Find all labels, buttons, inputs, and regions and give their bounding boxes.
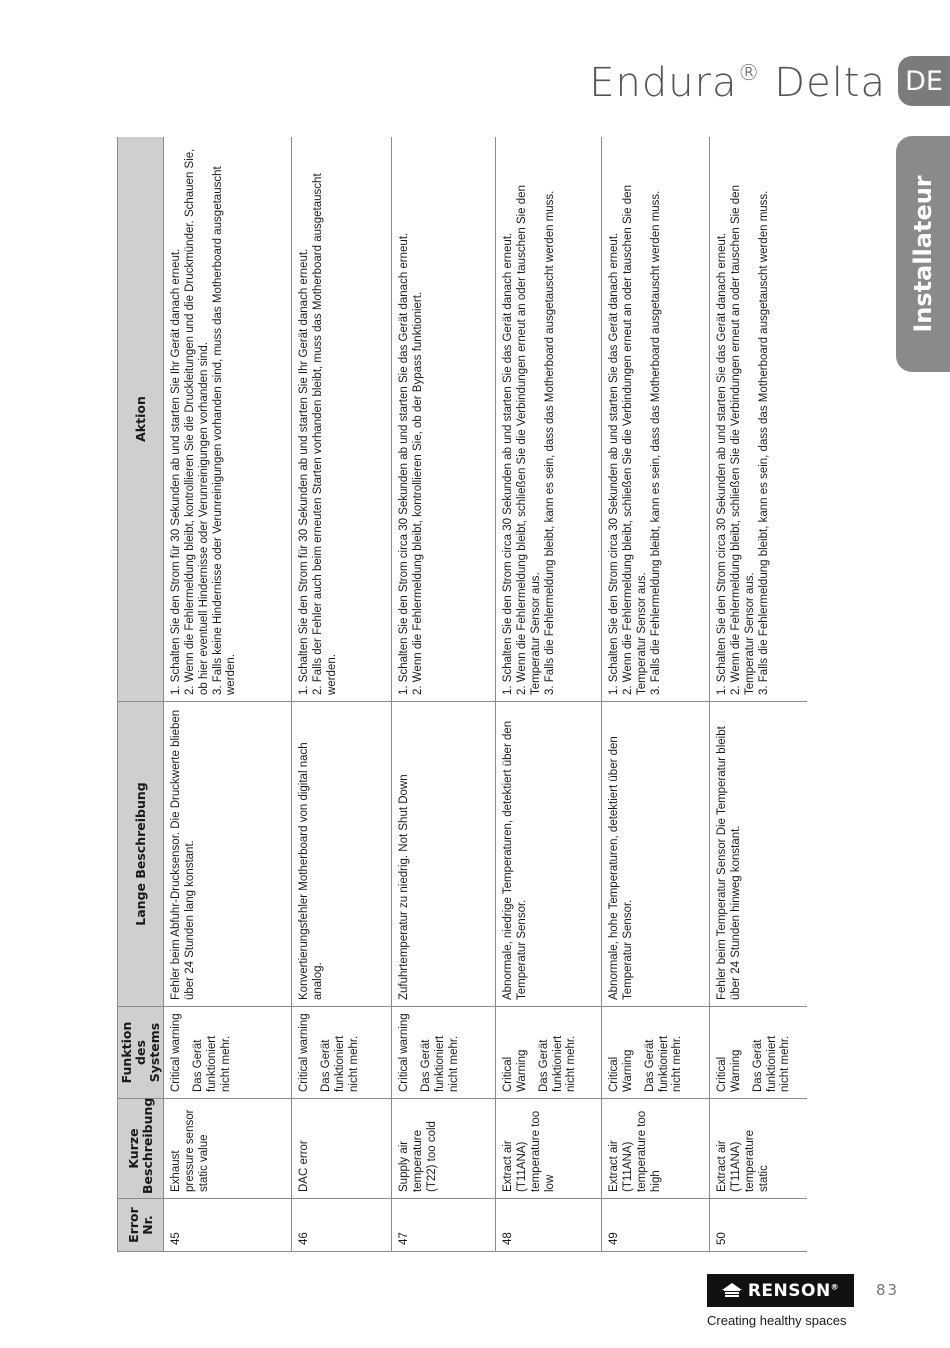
- long-description: Konvertierungsfehler Motherboard von digital nach analog.: [292, 702, 392, 1007]
- document-title: [589, 60, 886, 106]
- short-description: Exhaust pressure sensor static value: [164, 1099, 292, 1199]
- section-tab-installateur: [896, 136, 950, 372]
- function-warning: Critical warning: [170, 1013, 183, 1092]
- short-description: Supply air temperature (T22) too cold: [392, 1099, 496, 1199]
- header-error-nr: Error Nr.: [118, 1199, 164, 1252]
- error-nr: 50: [710, 1199, 807, 1252]
- system-function: [496, 1007, 602, 1099]
- action-step: 2. Wenn die Fehlermeldung bleibt, kontrollieren Sie, ob der Bypass funktioniert.: [412, 291, 425, 695]
- function-warning: Critical Warning: [502, 1049, 529, 1092]
- error-nr: 46: [292, 1199, 392, 1252]
- language-badge-label: DE: [905, 65, 943, 97]
- language-badge: [898, 56, 950, 106]
- function-state: Das Gerät funktioniert nicht mehr.: [537, 1035, 578, 1092]
- action: [710, 137, 807, 702]
- logo-registered-mark: ®: [830, 1281, 840, 1291]
- registered-mark: ®: [737, 61, 761, 86]
- function-warning: Critical Warning: [608, 1049, 635, 1092]
- action-step: 2. Wenn die Fehlermeldung bleibt, schließen Sie die Verbindungen erneut an oder tauschen Sie den Temperatur Sensor aus.: [516, 185, 542, 695]
- action-step: 2. Falls der Fehler auch beim erneuten Starten vorhanden bleibt, muss das Motherboard ausgetauscht werden.: [312, 173, 338, 695]
- brand-tagline: Creating healthy spaces: [707, 1313, 847, 1328]
- logo-wordmark: [748, 1281, 839, 1301]
- action-step: 1. Schalten Sie den Strom circa 30 Sekunden ab und starten Sie das Gerät danach erneut.: [502, 232, 515, 695]
- long-description: Fehler beim Abfuhr-Drucksensor. Die Druckwerte blieben über 24 Stunden lang konstant.: [164, 702, 292, 1007]
- page-number: 83: [876, 1281, 900, 1299]
- action-step: 1. Schalten Sie den Strom für 30 Sekunden ab und starten Sie Ihr Gerät danach erneut.: [170, 248, 183, 695]
- action-step: 1. Schalten Sie den Strom für 30 Sekunden ab und starten Sie Ihr Gerät danach erneut.: [298, 248, 311, 695]
- system-function: [292, 1007, 392, 1099]
- logo-text: RENSON: [747, 1280, 831, 1301]
- function-warning: Critical warning: [298, 1013, 311, 1092]
- error-nr: 48: [496, 1199, 602, 1252]
- error-table: [117, 137, 807, 1252]
- product-name: Delta: [774, 60, 886, 106]
- header-system-function: Funktion des Systems: [118, 1007, 164, 1099]
- action: [392, 137, 496, 702]
- action-step: 2. Wenn die Fehlermeldung bleibt, schließen Sie die Verbindungen erneut an oder tauschen Sie den Temperatur Sensor aus.: [730, 185, 756, 695]
- function-state: Das Gerät funktioniert nicht mehr.: [320, 1035, 360, 1092]
- system-function: [602, 1007, 710, 1099]
- system-function: [710, 1007, 807, 1099]
- short-description: Extract air (T11ANA) temperature too low: [496, 1099, 602, 1199]
- table-row: [710, 137, 807, 1252]
- action: [496, 137, 602, 702]
- table-row: [164, 137, 292, 1252]
- long-description: Zufuhrtemperatur zu niedrig. Not Shut Down: [392, 702, 496, 1007]
- table-row: [292, 137, 392, 1252]
- table-row: [392, 137, 496, 1252]
- error-table-frame: [117, 137, 807, 1252]
- action-step: 3. Falls die Fehlermeldung bleibt, kann es sein, dass das Motherboard ausgetauscht werden muss.: [757, 190, 770, 695]
- long-description: Abnormale, niedrige Temperaturen, detektiert über den Temperatur Sensor.: [496, 702, 602, 1007]
- action-step: 1. Schalten Sie den Strom circa 30 Sekunden ab und starten Sie das Gerät danach erneut.: [716, 232, 729, 695]
- short-description: DAC error: [292, 1099, 392, 1199]
- short-description: Extract air (T11ANA) temperature static: [710, 1099, 807, 1199]
- system-function: [392, 1007, 496, 1099]
- renson-logo: [707, 1274, 854, 1307]
- section-tab-label: Installateur: [909, 175, 937, 333]
- error-table-rotated: [117, 137, 807, 1252]
- header-action: Aktion: [118, 137, 164, 702]
- action-step: 1. Schalten Sie den Strom circa 30 Sekunden ab und starten Sie das Gerät danach erneut.: [398, 232, 411, 695]
- action-step: 3. Falls die Fehlermeldung bleibt, kann es sein, dass das Motherboard ausgetauscht werden muss.: [649, 190, 662, 695]
- function-warning: Critical warning: [398, 1013, 411, 1092]
- function-state: Das Gerät funktioniert nicht mehr.: [751, 1035, 792, 1092]
- function-state: Das Gerät funktioniert nicht mehr.: [420, 1035, 460, 1092]
- error-nr: 47: [392, 1199, 496, 1252]
- system-function: [164, 1007, 292, 1099]
- action: [602, 137, 710, 702]
- action-step: 2. Wenn die Fehlermeldung bleibt, schließen Sie die Verbindungen erneut an oder tauschen Sie den Temperatur Sensor aus.: [622, 185, 648, 695]
- header-long-description: Lange Beschreibung: [118, 702, 164, 1007]
- table-row: [496, 137, 602, 1252]
- house-logo-icon: [722, 1283, 742, 1299]
- table-header-row: [118, 137, 164, 1252]
- function-warning: Critical Warning: [716, 1049, 743, 1092]
- action-step: 3. Falls keine Hindernisse oder Verunreinigungen vorhanden sind, muss das Motherboard ausgetauscht werden.: [211, 166, 238, 695]
- action-step: 2. Wenn die Fehlermeldung bleibt, kontrollieren Sie die Druckleitungen und die Druckmünder. Schauen Sie, ob hier eventuell Hindernisse oder Verunreinigungen vorhanden sind.: [184, 148, 210, 695]
- function-state: Das Gerät funktioniert nicht mehr.: [643, 1035, 684, 1092]
- short-description: Extract air (T11ANA) temperature too high: [602, 1099, 710, 1199]
- long-description: Fehler beim Temperatur Sensor Die Temperatur bleibt über 24 Stunden hinweg konstant.: [710, 702, 807, 1007]
- error-nr: 49: [602, 1199, 710, 1252]
- header-short-description: Kurze Beschreibung: [118, 1099, 164, 1199]
- action: [292, 137, 392, 702]
- error-nr: 45: [164, 1199, 292, 1252]
- table-row: [602, 137, 710, 1252]
- brand-name: Endura: [589, 60, 738, 106]
- function-state: Das Gerät funktioniert nicht mehr.: [192, 1035, 232, 1092]
- long-description: Abnormale, hohe Temperaturen, detektiert über den Temperatur Sensor.: [602, 702, 710, 1007]
- action: [164, 137, 292, 702]
- action-step: 1. Schalten Sie den Strom circa 30 Sekunden ab und starten Sie das Gerät danach erneut.: [608, 232, 621, 695]
- action-step: 3. Falls die Fehlermeldung bleibt, kann es sein, dass das Motherboard ausgetauscht werden muss.: [543, 190, 556, 695]
